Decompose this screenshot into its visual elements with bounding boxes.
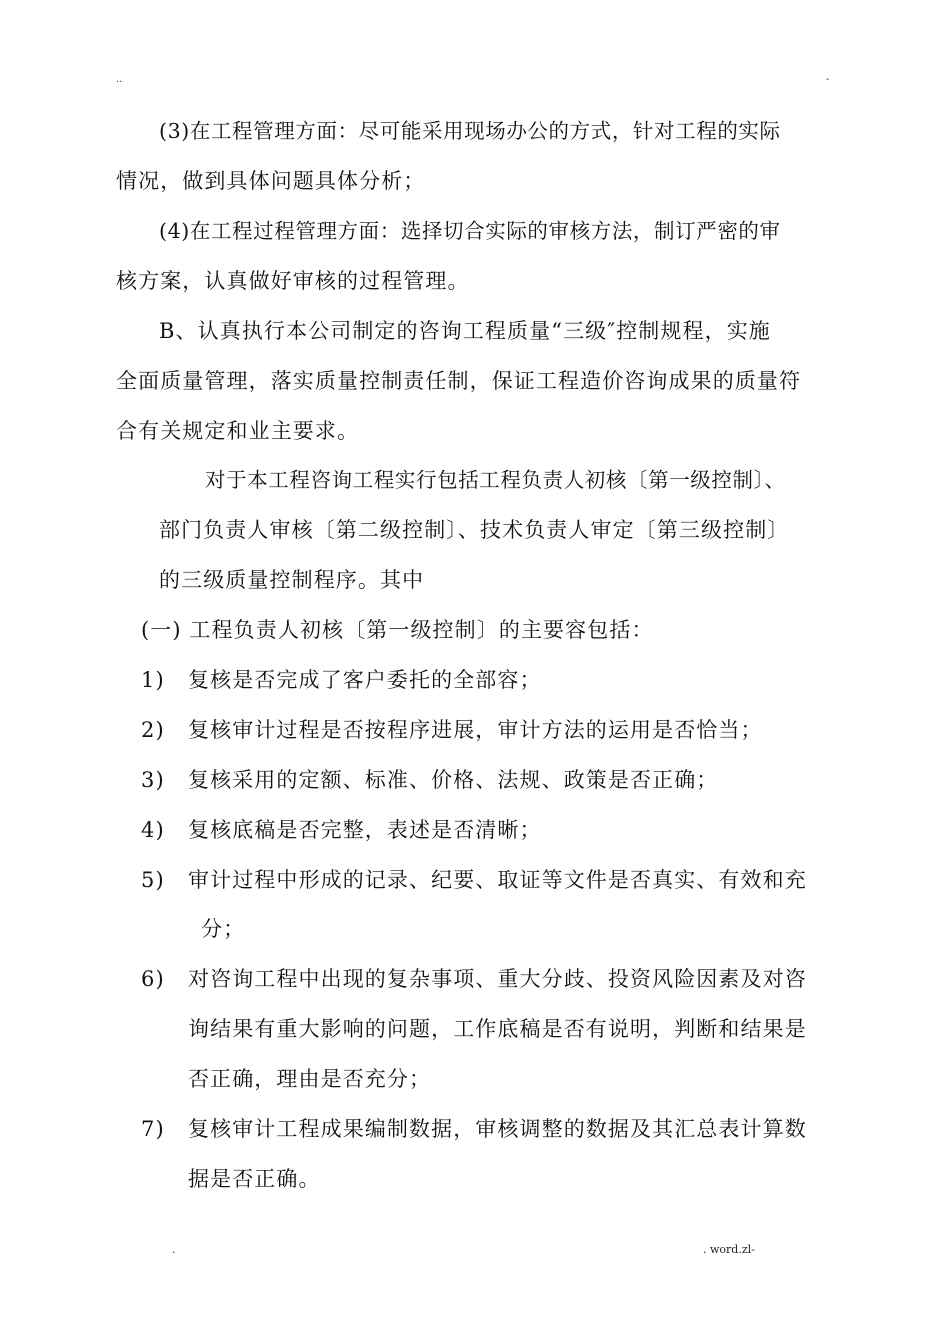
list-item-number: 3) [141,768,165,792]
list-item-text: 否正确，理由是否充分； [188,1067,432,1091]
footer-left-mark: . [172,1243,176,1256]
list-item-text: 对咨询工程中出现的复杂事项、重大分歧、投资风险因素及对咨 [188,967,807,991]
list-item-number: 2) [141,718,165,742]
list-item-number: 1) [141,668,165,692]
para4-line2: 部门负责人审核〔第二级控制〕、技术负责人审定〔第三级控制〕 [159,518,790,542]
para4-line3: 的三级质量控制程序。其中 [159,568,425,592]
list-item-text: 审计过程中形成的记录、纪要、取证等文件是否真实、有效和充 [188,868,807,892]
section-title: (一) 工程负责人初核〔第一级控制〕的主要容包括： [141,618,654,642]
list-item-text: 复核审计工程成果编制数据，审核调整的数据及其汇总表计算数 [188,1117,807,1141]
para3-line1: B、认真执行本公司制定的咨询工程质量“三级″控制规程，实施 [159,319,771,343]
para3-line3: 合有关规定和业主要求。 [116,419,360,443]
para2-line1: (4)在工程过程管理方面：选择切合实际的审核方法，制订严密的审 [159,219,781,243]
header-left-mark: .. [116,74,123,85]
list-item-text: 复核采用的定额、标准、价格、法规、政策是否正确； [188,768,719,792]
header-right-mark: - [826,74,830,85]
list-item-text: 复核底稿是否完整，表述是否清晰； [188,818,542,842]
para1-line2: 情况，做到具体问题具体分析； [116,169,426,193]
footer-right-text: . word.zl- [703,1243,755,1256]
list-item-text: 复核审计过程是否按程序进展，审计方法的运用是否恰当； [188,718,763,742]
list-item-number: 5) [141,868,165,892]
list-item-text: 分； [201,917,246,941]
list-item-text: 询结果有重大影响的问题，工作底稿是否有说明，判断和结果是 [188,1017,807,1041]
para4-line1: 对于本工程咨询工程实行包括工程负责人初核〔第一级控制〕、 [205,468,786,492]
list-item-text: 据是否正确。 [188,1167,321,1191]
list-item-number: 7) [141,1117,165,1141]
list-item-number: 4) [141,818,165,842]
para2-line2: 核方案，认真做好审核的过程管理。 [116,269,470,293]
para3-line2: 全面质量管理，落实质量控制责任制，保证工程造价咨询成果的质量符 [116,369,802,393]
para1-line1: (3)在工程管理方面：尽可能采用现场办公的方式，针对工程的实际 [159,119,781,143]
list-item-text: 复核是否完成了客户委托的全部容； [188,668,542,692]
list-item-number: 6) [141,967,165,991]
